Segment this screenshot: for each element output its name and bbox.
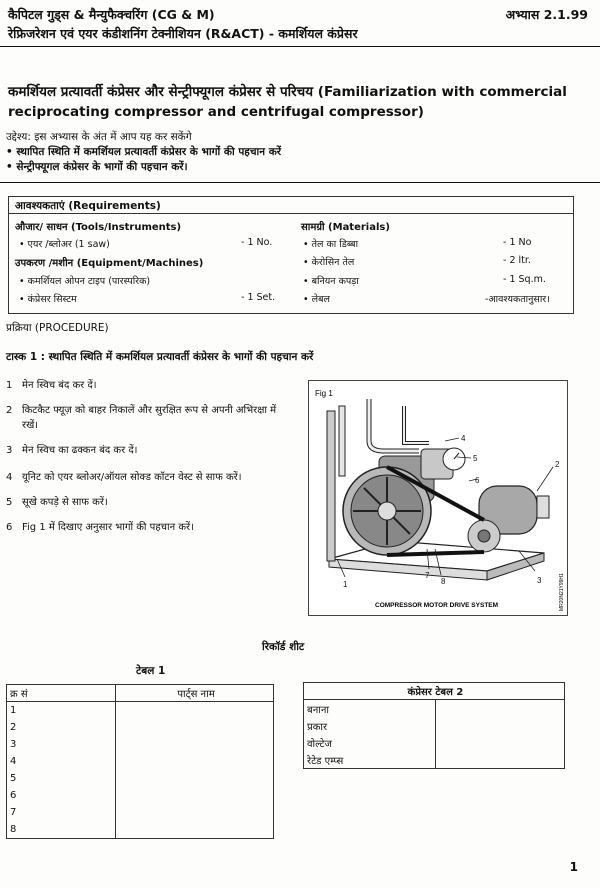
step-text: मेन स्विच का ढक्कन बंद कर दें। (22, 445, 138, 456)
callout-number: 4 (461, 434, 466, 443)
attribute-label: वोल्टेज (304, 734, 436, 751)
requirements-box (8, 196, 574, 314)
procedure-step (6, 403, 296, 433)
record-sheet-title: रिकॉर्ड शीट (262, 641, 305, 653)
exercise-title-line2: reciprocating compressor and centrifugal compressor) (8, 104, 424, 120)
procedure-step (6, 520, 296, 535)
callout-number: 2 (555, 460, 560, 469)
part-name-cell[interactable] (116, 736, 274, 753)
figure-caption: COMPRESSOR MOTOR DRIVE SYSTEM (375, 602, 499, 609)
procedure-heading: प्रक्रिया (PROCEDURE) (6, 322, 109, 334)
materials-heading: सामग्री (Materials) (301, 222, 390, 233)
column-header-serial: क्र सं (7, 685, 116, 702)
frame-post (339, 406, 345, 476)
step-number: 2 (6, 405, 13, 416)
step-number: 4 (6, 472, 13, 483)
tool-name: • एयर /ब्लोअर (1 saw) (19, 239, 110, 250)
callout-number: 1 (343, 580, 348, 589)
header-course-title: कैपिटल गुड्स & मैन्युफैक्चरिंग (CG & M) (8, 7, 215, 22)
step-number: 6 (6, 522, 13, 533)
objectives-divider (0, 182, 600, 183)
table-row (7, 787, 274, 804)
table-row (7, 753, 274, 770)
discharge-pipe-inner (404, 406, 429, 443)
material-qty: - 1 Sq.m. (503, 274, 546, 285)
table-row (7, 719, 274, 736)
table-row (7, 702, 274, 720)
callout-number: 7 (425, 571, 430, 580)
table-row (7, 770, 274, 787)
table-row (304, 751, 565, 769)
serial-cell: 1 (7, 702, 116, 720)
equipment-name: • कंप्रेसर सिस्टम (19, 294, 77, 305)
header-divider (0, 46, 600, 47)
objective-item: • सेन्ट्रीफ्यूगल कंप्रेसर के भागों की पहचान करें। (6, 161, 188, 173)
equipment-name: • कमर्शियल ओपन टाइप (पारस्परिक) (19, 276, 151, 287)
base-frame-end (487, 553, 544, 580)
step-text: मेन स्विच बंद कर दें। (22, 380, 97, 391)
objective-item: • स्थापित स्थिति में कमर्शियल प्रत्यावर्ती कंप्रेसर के भागों की पहचान करें (6, 146, 282, 158)
attribute-label: प्रकार (304, 717, 436, 734)
part-name-cell[interactable] (116, 719, 274, 736)
figure-compressor-drive (308, 380, 568, 616)
step-text: यूनिट को एयर ब्लोअर/ऑयल सोक्ड कॉटन वेस्ट से साफ करें। (22, 472, 242, 483)
objectives (6, 130, 586, 175)
serial-cell: 6 (7, 787, 116, 804)
callout-number: 3 (537, 576, 542, 585)
exercise-number: अभ्यास 2.1.99 (505, 7, 588, 22)
base-frame-side (329, 559, 487, 580)
procedure-step (6, 378, 296, 393)
table-row (7, 804, 274, 821)
figure-code: MR20N21Y99H1 (559, 573, 565, 611)
callout-number: 5 (473, 454, 478, 463)
table-row (304, 734, 565, 751)
table-row (7, 736, 274, 753)
attribute-label: रेटेड एम्प्स (304, 751, 436, 769)
objectives-intro: उद्देश्य: इस अभ्यास के अंत में आप यह कर सकेंगे (6, 131, 192, 143)
serial-cell: 8 (7, 821, 116, 839)
part-name-cell[interactable] (116, 770, 274, 787)
part-name-cell[interactable] (116, 787, 274, 804)
attribute-value-cell[interactable] (436, 717, 565, 734)
equipment-qty: - 1 Set. (241, 292, 276, 303)
table1-caption: टेबल 1 (136, 665, 166, 677)
exercise-title (8, 82, 588, 122)
serial-cell: 5 (7, 770, 116, 787)
discharge-pipe (404, 406, 429, 443)
tool-qty: - 1 No. (241, 237, 273, 248)
attribute-value-cell[interactable] (436, 700, 565, 718)
part-name-cell[interactable] (116, 753, 274, 770)
header-trade-title: रेफ्रिजरेशन एवं एयर कंडीशनिंग टेक्नीशियन (R&ACT) - कमर्शियल कंप्रेसर (8, 26, 358, 41)
step-text: सूखे कपड़े से साफ करें। (22, 497, 108, 508)
serial-cell: 4 (7, 753, 116, 770)
table-row (304, 717, 565, 734)
material-qty: - 2 ltr. (503, 255, 531, 266)
page-number: 1 (569, 860, 578, 874)
equipment-heading: उपकरण /मशीन (Equipment/Machines) (15, 258, 204, 269)
material-name: • तेल का डिब्बा (303, 239, 359, 250)
part-name-cell[interactable] (116, 804, 274, 821)
exercise-title-line1: कमर्शियल प्रत्यावर्ती कंप्रेसर और सेन्ट्रीफ्यूगल कंप्रेसर से परिचय (Familiarization with commercial (8, 84, 567, 100)
table-row (7, 821, 274, 839)
part-name-cell[interactable] (116, 702, 274, 720)
column-header-part-name: पार्ट्स नाम (116, 685, 274, 702)
requirements-heading: आवश्यकताएं (Requirements) (9, 197, 573, 214)
compressor-table (303, 682, 565, 769)
step-text: किटकैट फ्यूज़ को बाहर निकालें और सुरक्षित रूप से अपनी अभिरक्षा में रखें। (22, 405, 277, 431)
material-qty: - 1 No (503, 237, 532, 248)
attribute-value-cell[interactable] (436, 751, 565, 769)
step-text: Fig 1 में दिखाए अनुसार भागों की पहचान करें। (22, 522, 194, 533)
attribute-label: बनाना (304, 700, 436, 718)
table-row (304, 700, 565, 718)
serial-cell: 3 (7, 736, 116, 753)
serial-cell: 7 (7, 804, 116, 821)
attribute-value-cell[interactable] (436, 734, 565, 751)
procedure-step (6, 443, 296, 458)
material-name: • केरोसिन तेल (303, 257, 355, 268)
terminal-box (537, 496, 549, 518)
procedure-step (6, 470, 296, 485)
frame-post (327, 411, 335, 561)
material-name: • बनियन कपड़ा (303, 276, 359, 287)
serial-cell: 2 (7, 719, 116, 736)
part-name-cell[interactable] (116, 821, 274, 839)
parts-table (6, 684, 274, 839)
step-number: 3 (6, 445, 13, 456)
compressor-table-caption: कंप्रेसर टेबल 2 (304, 683, 565, 700)
tools-heading: औजार/ साधन (Tools/Instruments) (15, 222, 182, 233)
step-number: 1 (6, 380, 13, 391)
compressor-drive-illustration (309, 381, 567, 615)
motor-pulley-hub (478, 530, 490, 542)
callout-number: 6 (475, 476, 480, 485)
procedure-step (6, 495, 296, 510)
figure-label: Fig 1 (315, 389, 333, 398)
material-name: • लेबल (303, 294, 330, 305)
task-title: टास्क 1 : स्थापित स्थिति में कमर्शियल प्रत्यावर्ती कंप्रेसर के भागों की पहचान करें (6, 351, 314, 363)
callout-number: 8 (441, 577, 446, 586)
material-qty: -आवश्यकतानुसार। (485, 294, 550, 305)
step-number: 5 (6, 497, 13, 508)
